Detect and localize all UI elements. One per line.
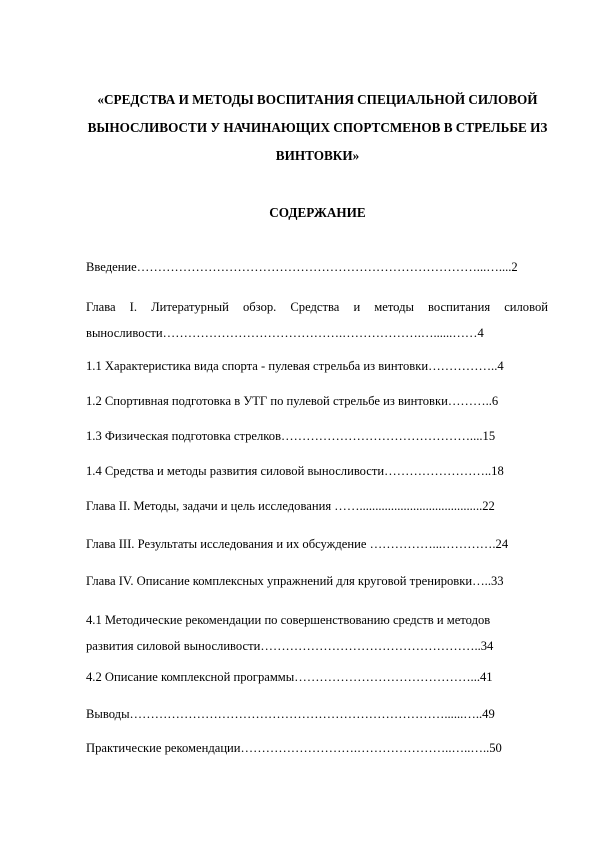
toc-line: Глава II. Методы, задачи и цель исследования …….......................................22 — [86, 499, 495, 513]
toc-entry-4-2 — [86, 668, 548, 686]
title-line: ВЫНОСЛИВОСТИ У НАЧИНАЮЩИХ СПОРТСМЕНОВ В СТРЕЛЬБЕ ИЗ — [87, 120, 548, 135]
contents-heading: СОДЕРЖАНИЕ — [269, 205, 366, 220]
toc-line: 4.2 Описание комплексной программы……………………………………...41 — [86, 670, 493, 684]
toc-line: 1.2 Спортивная подготовка в УТГ по пулевой стрельбе из винтовки………..6 — [86, 394, 499, 408]
toc-entry-chapter-2 — [86, 497, 548, 515]
toc-line: развития силовой выносливости……………………………………………..34 — [86, 639, 494, 653]
document-title — [80, 86, 555, 170]
toc-line: Практические рекомендации……………………….…………………..…..…..50 — [86, 741, 502, 755]
title-line: ВИНТОВКИ» — [275, 148, 360, 163]
toc-entry-chapter-3 — [86, 535, 548, 553]
toc-entry-conclusions — [86, 705, 548, 723]
toc-entry-introduction — [86, 258, 548, 276]
toc-entry-1-2 — [86, 392, 548, 410]
toc-line: 4.1 Методические рекомендации по совершенствованию средств и методов — [86, 613, 491, 627]
toc-line: Глава I. Литературный обзор. Средства и методы воспитания силовой — [86, 300, 548, 314]
toc-entry-chapter-1 — [86, 294, 548, 346]
toc-line: Глава IV. Описание комплексных упражнений для круговой тренировки…..33 — [86, 574, 504, 588]
toc-line: 1.1 Характеристика вида спорта - пулевая стрельба из винтовки……………..4 — [86, 359, 504, 373]
toc-entry-1-3 — [86, 427, 548, 445]
toc-line: Введение………………………………………………………………………...…....2 — [86, 260, 518, 274]
toc-line: 1.4 Средства и методы развития силовой выносливости……………………..18 — [86, 464, 504, 478]
toc-line: Глава III. Результаты исследования и их обсуждение ……………...………….24 — [86, 537, 509, 551]
toc-line: выносливости…………………………………….……………….…......……4 — [86, 326, 484, 340]
toc-entry-recommendations — [86, 739, 548, 757]
toc-entry-4-1 — [86, 607, 548, 659]
toc-line: 1.3 Физическая подготовка стрелков………………………………………....15 — [86, 429, 496, 443]
title-line: «СРЕДСТВА И МЕТОДЫ ВОСПИТАНИЯ СПЕЦИАЛЬНОЙ СИЛОВОЙ — [97, 92, 538, 107]
toc-entry-1-1 — [86, 357, 548, 375]
toc-line: Выводы…………………………………………………………………......…..49 — [86, 707, 495, 721]
toc-entry-chapter-4 — [86, 572, 548, 590]
toc-entry-1-4 — [86, 462, 548, 480]
